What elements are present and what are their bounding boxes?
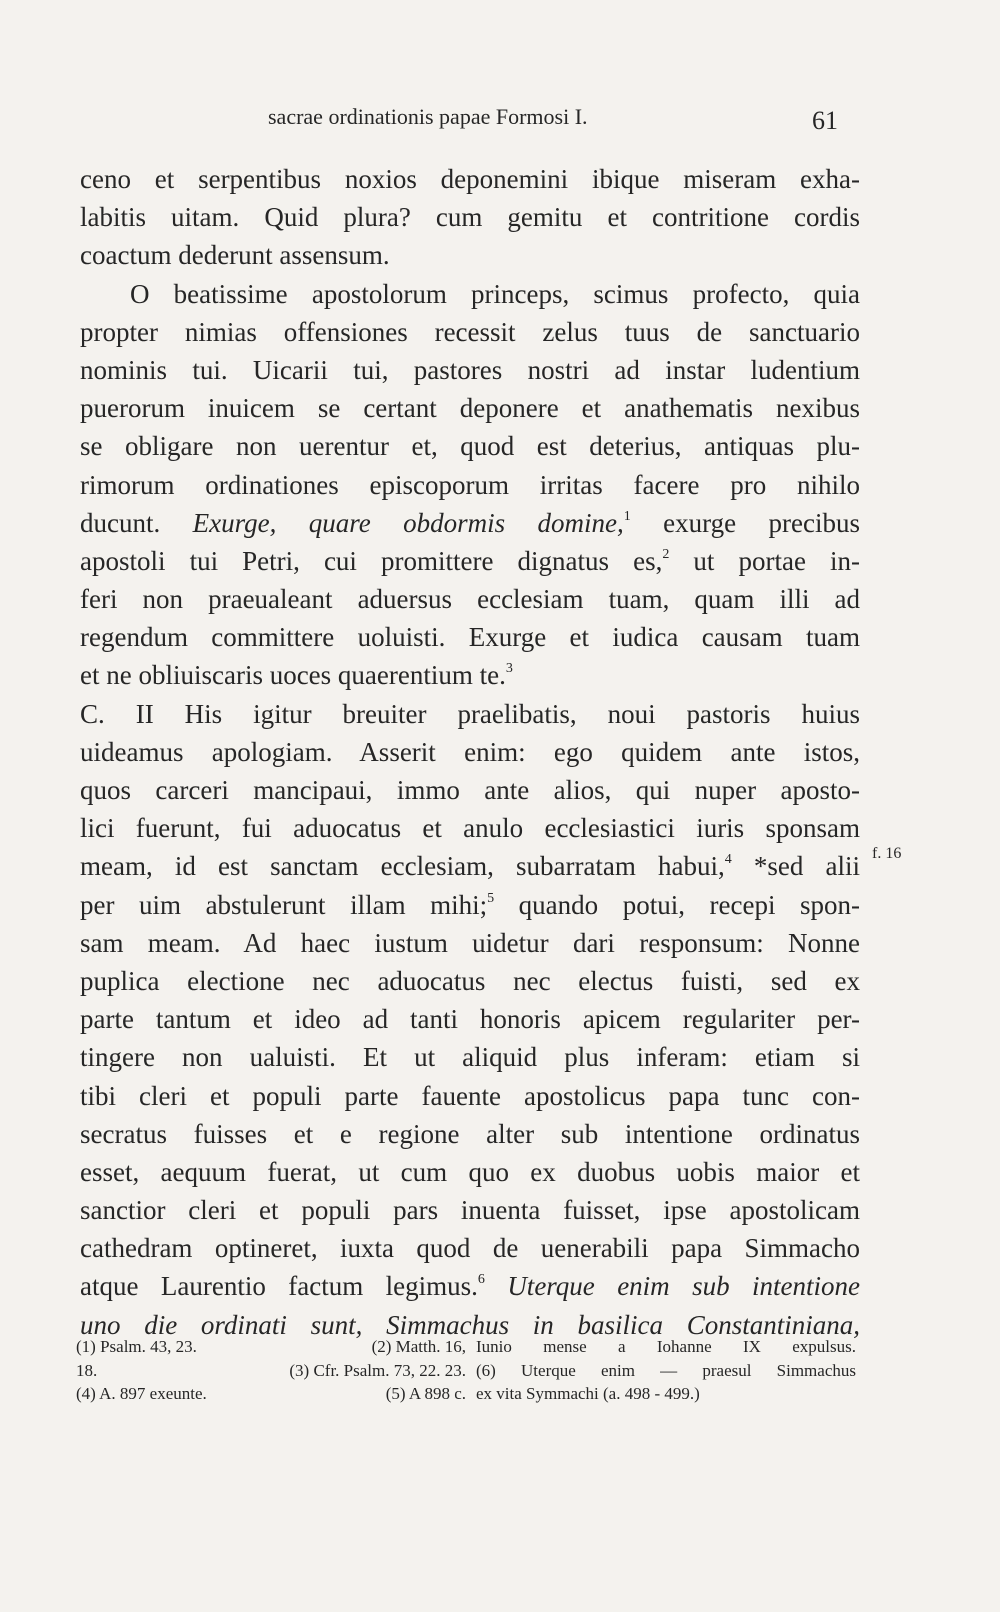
body-text bbox=[80, 160, 860, 1344]
footnote-marker: 2 bbox=[662, 546, 670, 562]
text-line: ducunt. Exurge, quare obdormis domine,$^1$ exurge precibus bbox=[80, 507, 860, 538]
text-line: sanctior cleri et populi pars inuenta fuisset, ipse apostolicam bbox=[80, 1195, 860, 1226]
footnote-left-column bbox=[76, 1359, 476, 1383]
folio-margin-note: f. 16 bbox=[872, 845, 902, 862]
footnote-entry: (3) Cfr. Psalm. 73, 22. 23. bbox=[289, 1360, 466, 1380]
footnote-marker: 1 bbox=[623, 508, 631, 524]
text-line: per uim abstulerunt illam mihi;$^5$ quando potui, recepi spon- bbox=[80, 889, 860, 920]
text-line: lici fuerunt, fui aduocatus et anulo ecclesiastici iuris sponsam bbox=[80, 813, 860, 844]
text-line: se obligare non uerentur et, quod est deterius, antiquas plu- bbox=[80, 431, 860, 462]
text-line: tibi cleri et populi parte fauente apostolicus papa tunc con- bbox=[80, 1080, 860, 1111]
text-line: puplica electione nec aduocatus nec electus fuisti, sed ex bbox=[80, 965, 860, 996]
running-title: sacrae ordinationis papae Formosi I. bbox=[268, 104, 588, 129]
footnote-right-column: ex vita Symmachi (a. 498 - 499.) bbox=[476, 1384, 700, 1403]
text-line: puerorum inuicem se certant deponere et anathematis nexibus bbox=[80, 393, 860, 424]
text-line: propter nimias offensiones recessit zelus tuus de sanctuario bbox=[80, 316, 860, 347]
text-line: tingere non ualuisti. Et ut aliquid plus inferam: etiam si bbox=[80, 1042, 860, 1073]
text-line: uideamus apologiam. Asserit enim: ego quidem ante istos, bbox=[80, 736, 860, 767]
text-line: C. II His igitur breuiter praelibatis, noui pastoris huius bbox=[80, 698, 860, 729]
footnote-marker: 5 bbox=[487, 890, 495, 906]
footnote-right-column: (6) Uterque enim — praesul Simmachus bbox=[476, 1360, 856, 1380]
italic-quotation: Uterque enim sub intentione bbox=[507, 1271, 860, 1302]
text-line: regendum committere uoluisti. Exurge et iudica causam tuam bbox=[80, 622, 860, 653]
italic-quotation: uno die ordinati sunt, Simmachus in basilica Constantiniana, bbox=[80, 1309, 860, 1340]
footnote-line bbox=[76, 1335, 856, 1359]
footnote-entry: 18. bbox=[76, 1360, 98, 1380]
text-line: rimorum ordinationes episcoporum irritas facere pro nihilo bbox=[80, 469, 860, 500]
footnote-marker: 6 bbox=[477, 1272, 485, 1288]
footnote-left-column bbox=[76, 1335, 476, 1359]
text-line: cathedram optineret, iuxta quod de uenerabili papa Simmacho bbox=[80, 1233, 860, 1264]
footnote-line bbox=[76, 1382, 856, 1406]
footnote-entry: (2) Matth. 16, bbox=[371, 1337, 466, 1356]
text-line: esset, aequum fuerat, ut cum quo ex duobus uobis maior et bbox=[80, 1156, 860, 1187]
text-line: et ne obliuiscaris uoces quaerentium te.$^3$ bbox=[80, 660, 513, 691]
footnote-right-column: Iunio mense a Iohanne IX expulsus. bbox=[476, 1337, 856, 1356]
text-line: meam, id est sanctam ecclesiam, subarratam habui,$^4$ *sed alii bbox=[80, 851, 860, 882]
text-line: quos carceri mancipaui, immo ante alios, qui nuper aposto- bbox=[80, 775, 860, 805]
footnote-entry: (4) A. 897 exeunte. bbox=[76, 1384, 207, 1403]
text-line: O beatissime apostolorum princeps, scimus profecto, quia bbox=[130, 278, 860, 309]
text-line: ceno et serpentibus noxios deponemini ibique miseram exha- bbox=[80, 164, 860, 194]
italic-quotation: Exurge, quare obdormis domine, bbox=[192, 507, 624, 538]
footnote-left-column bbox=[76, 1382, 476, 1406]
footnote-entry: (1) Psalm. 43, 23. bbox=[76, 1337, 197, 1356]
footnote-line bbox=[76, 1359, 856, 1383]
footnote-marker: 4 bbox=[724, 852, 732, 868]
text-line: coactum dederunt assensum. bbox=[80, 240, 390, 271]
text-line: nominis tui. Uicarii tui, pastores nostri ad instar ludentium bbox=[80, 354, 860, 385]
page-number: 61 bbox=[812, 106, 838, 135]
text-line: secratus fuisses et e regione alter sub intentione ordinatus bbox=[80, 1118, 860, 1149]
text-line: sam meam. Ad haec iustum uidetur dari responsum: Nonne bbox=[80, 927, 860, 958]
footnotes bbox=[76, 1335, 856, 1406]
text-line: labitis uitam. Quid plura? cum gemitu et contritione cordis bbox=[80, 202, 860, 233]
running-head bbox=[258, 100, 858, 136]
text-line: atque Laurentio factum legimus.$^6$ Uterque enim sub intentione bbox=[80, 1271, 860, 1302]
text-line: parte tantum et ideo ad tanti honoris apicem regulariter per- bbox=[80, 1004, 860, 1035]
footnote-marker: 3 bbox=[505, 661, 513, 677]
footnote-entry: (5) A 898 c. bbox=[385, 1384, 466, 1403]
text-line: feri non praeualeant aduersus ecclesiam tuam, quam illi ad bbox=[80, 584, 860, 615]
text-line: apostoli tui Petri, cui promittere dignatus es,$^2$ ut portae in- bbox=[80, 545, 860, 576]
